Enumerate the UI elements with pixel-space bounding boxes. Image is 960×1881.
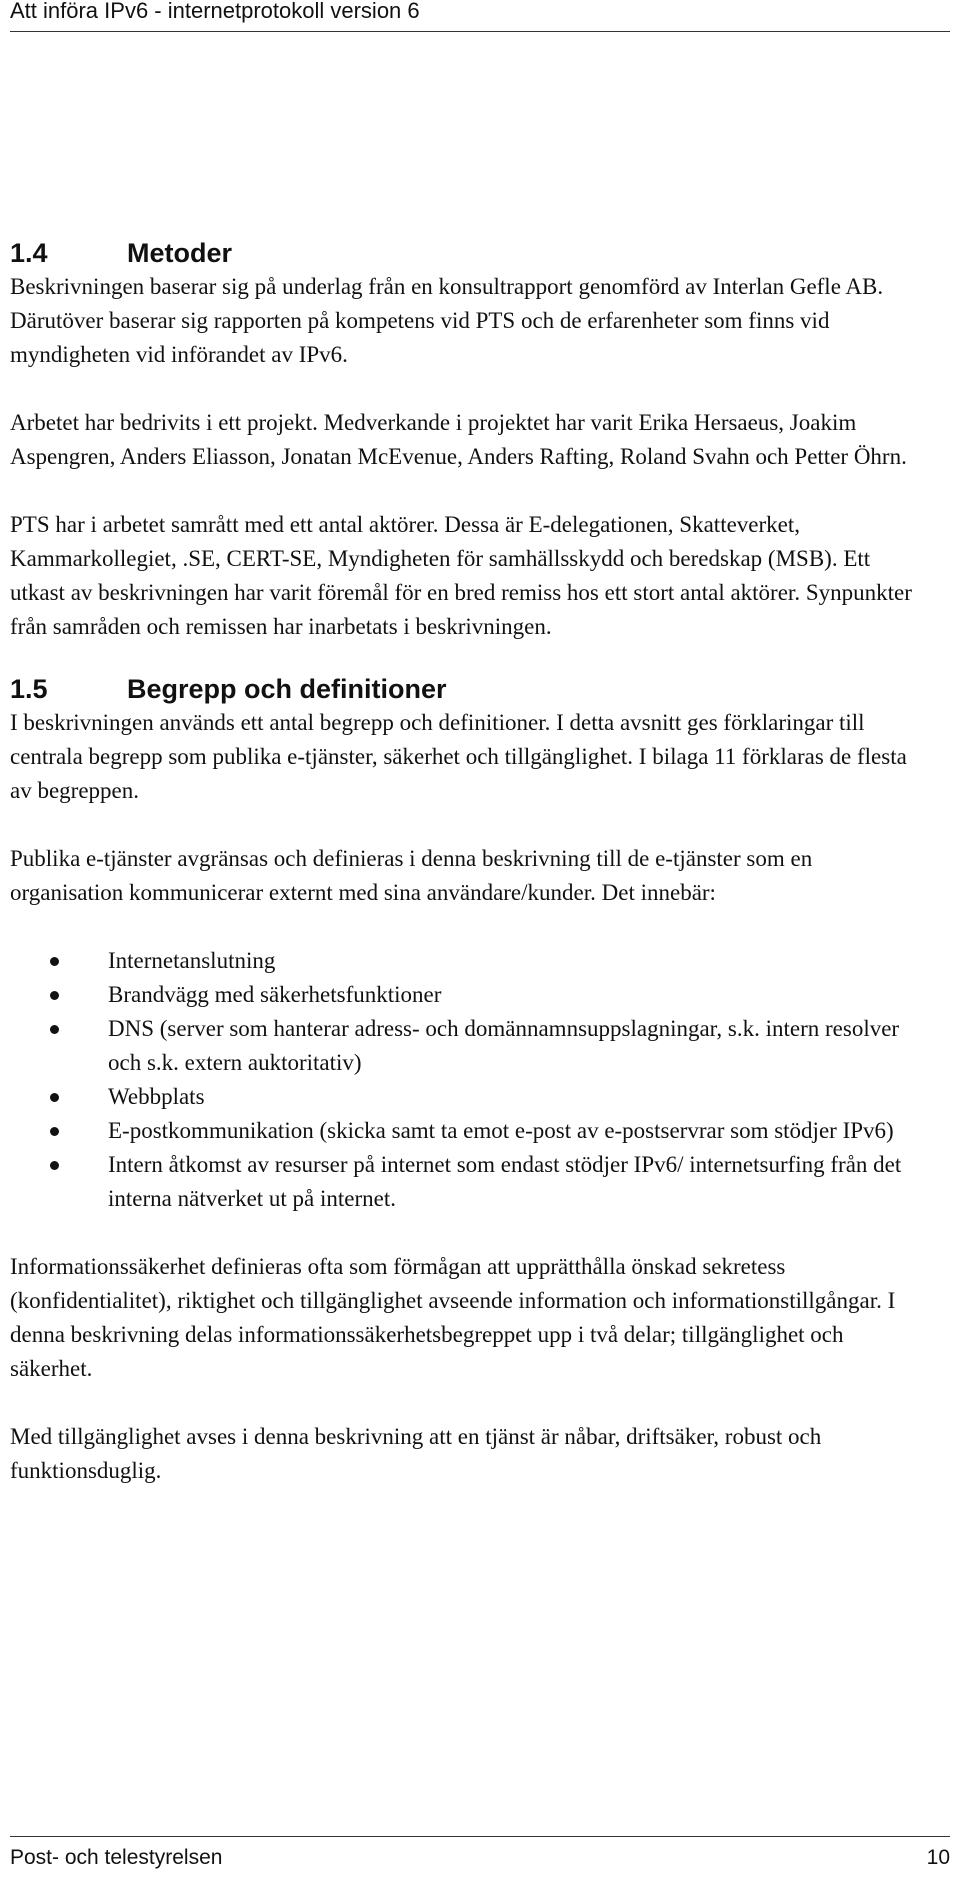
section-heading-1-5 — [10, 672, 930, 706]
paragraph-metoder-samrad: PTS har i arbetet samrått med ett antal aktörer. Dessa är E-delegationen, Skatteverket, Kammarkollegiet, .SE, CERT-SE, Myndigheten för samhällsskydd och beredskap (MSB). Ett utkast av beskrivningen har varit föremål för en bred remiss hos ett stort antal aktörer. Synpunkter från samråden och remissen har inarbetats i beskrivningen. — [10, 512, 912, 639]
bullet-icon — [50, 1127, 59, 1136]
paragraph-informationssakerhet: Informationssäkerhet definieras ofta som förmågan att upprätthålla önskad sekretess (konfidentialitet), riktighet och tillgänglighet avseende information och informationstillgångar. I denna beskrivning delas informationssäkerhetsbegreppet upp i två delar; tillgänglighet och säkerhet. — [10, 1254, 896, 1381]
list-item: Intern åtkomst av resurser på internet som endast stödjer IPv6/ internetsurfing från det interna nätverket ut på internet. — [10, 1148, 930, 1216]
paragraph-metoder-projekt: Arbetet har bedrivits i ett projekt. Medverkande i projektet har varit Erika Hersaeus, Joakim Aspengren, Anders Eliasson, Jonatan McEvenue, Anders Rafting, Roland Svahn och Petter Öhrn. — [10, 410, 907, 469]
page-number: 10 — [926, 1846, 950, 1869]
bullet-icon — [50, 1093, 59, 1102]
footer-organization: Post- och telestyrelsen — [10, 1846, 223, 1869]
list-item: E-postkommunikation (skicka samt ta emot e-post av e-postservrar som stödjer IPv6) — [10, 1114, 930, 1148]
page-footer — [10, 1836, 950, 1868]
page-header — [10, 0, 950, 32]
section-title: Begrepp och definitioner — [127, 674, 447, 704]
bullet-icon — [50, 1161, 59, 1170]
list-item: DNS (server som hanterar adress- och domännamnsuppslagningar, s.k. intern resolver och s.k. extern auktoritativ) — [10, 1012, 930, 1080]
section-number: 1.4 — [10, 238, 48, 268]
section-number: 1.5 — [10, 674, 48, 704]
list-item: Brandvägg med säkerhetsfunktioner — [10, 978, 930, 1012]
paragraph-begrepp-intro: I beskrivningen används ett antal begrepp och definitioner. I detta avsnitt ges förklaringar till centrala begrepp som publika e-tjänster, säkerhet och tillgänglighet. I bilaga 11 förklaras de flesta av begreppen. — [10, 710, 907, 803]
bullet-icon — [50, 957, 59, 966]
bullet-icon — [50, 991, 59, 1000]
page-content — [10, 236, 930, 1488]
section-heading-1-4 — [10, 236, 930, 270]
paragraph-metoder-underlag: Beskrivningen baserar sig på underlag från en konsultrapport genomförd av Interlan Gefle AB. Därutöver baserar sig rapporten på kompetens vid PTS och de erfarenheter som finns vid myndigheten vid införandet av IPv6. — [10, 274, 884, 367]
document-title: Att införa IPv6 - internetprotokoll version 6 — [10, 0, 420, 23]
list-item: Webbplats — [10, 1080, 930, 1114]
etjanster-bullet-list — [10, 944, 930, 1216]
bullet-icon — [50, 1025, 59, 1034]
paragraph-tillganglighet: Med tillgänglighet avses i denna beskrivning att en tjänst är nåbar, driftsäker, robust och funktionsduglig. — [10, 1424, 822, 1483]
paragraph-publika-etjanster: Publika e-tjänster avgränsas och definieras i denna beskrivning till de e-tjänster som en organisation kommunicerar externt med sina användare/kunder. Det innebär: — [10, 846, 813, 905]
section-title: Metoder — [127, 238, 233, 268]
list-item: Internetanslutning — [10, 944, 930, 978]
